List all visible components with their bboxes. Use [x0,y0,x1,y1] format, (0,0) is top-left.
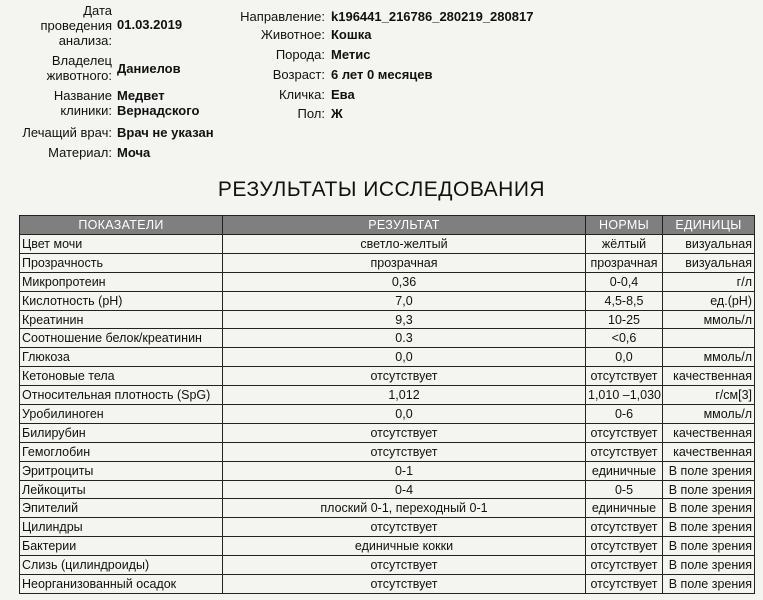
result-cell: отсутствует [223,575,586,594]
result-cell: 0-1 [223,461,586,480]
nickname-label: Кличка: [278,87,325,102]
material-value: Моча [117,145,151,160]
norm-cell: отсутствует [586,518,663,537]
norm-cell: 0-6 [586,405,663,424]
table-row [20,556,755,575]
breed-label: Порода: [275,47,325,62]
norm-cell: жёлтый [586,235,663,254]
table-row [20,348,755,367]
owner-value: Даниелов [117,61,181,76]
results-table [19,215,755,594]
clinic-label [20,88,112,118]
table-row [20,329,755,348]
unit-cell: качественная [663,442,755,461]
unit-cell: качественная [663,423,755,442]
page-title: РЕЗУЛЬТАТЫ ИССЛЕДОВАНИЯ [217,178,546,201]
table-row [20,291,755,310]
table-row [20,461,755,480]
unit-cell [663,329,755,348]
norm-cell: отсутствует [586,537,663,556]
indicator-cell: Слизь (цилиндроиды) [20,556,223,575]
norm-cell: 4,5-8,5 [586,291,663,310]
unit-cell: В поле зрения [663,537,755,556]
norm-cell: 10-25 [586,310,663,329]
age-label: Возраст: [272,67,325,82]
norm-cell: 0,0 [586,348,663,367]
table-row [20,310,755,329]
result-cell: отсутствует [223,367,586,386]
unit-cell: г/см[3] [663,386,755,405]
result-cell: 0,0 [223,405,586,424]
indicator-cell: Кетоновые тела [20,367,223,386]
result-cell: светло-желтый [223,235,586,254]
table-body [20,235,755,594]
table-row [20,499,755,518]
column-header-unit: ЕДИНИЦЫ [663,216,755,235]
table-row [20,386,755,405]
unit-cell: В поле зрения [663,518,755,537]
doctor-label: Лечащий врач: [22,125,112,140]
result-cell: плоский 0-1, переходный 0-1 [223,499,586,518]
norm-cell: единичные [586,461,663,480]
indicator-cell: Эпителий [20,499,223,518]
indicator-cell: Прозрачность [20,253,223,272]
date-label-line: Дата [83,3,112,18]
date-value: 01.03.2019 [117,17,183,32]
norm-cell: <0,6 [586,329,663,348]
norm-cell: отсутствует [586,575,663,594]
referral-value: k196441_216786_280219_280817 [331,9,534,24]
date-label-line: анализа: [58,33,112,48]
norm-cell: 0-0,4 [586,272,663,291]
result-cell: 0-4 [223,480,586,499]
result-cell: отсутствует [223,423,586,442]
unit-cell: В поле зрения [663,575,755,594]
result-cell: отсутствует [223,556,586,575]
unit-cell: В поле зрения [663,499,755,518]
indicator-cell: Эритроциты [20,461,223,480]
table-row [20,537,755,556]
result-cell: отсутствует [223,518,586,537]
unit-cell: В поле зрения [663,480,755,499]
result-cell: отсутствует [223,442,586,461]
clinic-label-line: Название [53,88,112,103]
result-cell: 0,0 [223,348,586,367]
sex-value: Ж [331,106,343,121]
date-label [20,3,112,48]
unit-cell: визуальная [663,253,755,272]
indicator-cell: Кислотность (pH) [20,291,223,310]
material-label: Материал: [48,145,112,160]
animal-label: Животное: [260,27,325,42]
indicator-cell: Цилиндры [20,518,223,537]
clinic-value-line: Медвет [117,88,165,103]
column-header-norm: НОРМЫ [586,216,663,235]
unit-cell: В поле зрения [663,556,755,575]
nickname-value: Ева [331,87,355,102]
unit-cell: визуальная [663,235,755,254]
referral-label: Направление: [240,9,325,24]
clinic-value-line: Вернадского [117,103,200,118]
owner-label [20,53,112,83]
indicator-cell: Лейкоциты [20,480,223,499]
unit-cell: качественная [663,367,755,386]
norm-cell: отсутствует [586,556,663,575]
indicator-cell: Креатинин [20,310,223,329]
date-label-line: проведения [40,18,112,33]
owner-label-line: Владелец [51,53,112,68]
sex-label: Пол: [297,106,325,121]
clinic-label-line: клиники: [60,103,112,118]
result-cell: 9,3 [223,310,586,329]
table-row [20,235,755,254]
table-row [20,575,755,594]
table-row [20,253,755,272]
table-header-row [20,216,755,235]
norm-cell: отсутствует [586,367,663,386]
norm-cell: прозрачная [586,253,663,272]
unit-cell: ммоль/л [663,348,755,367]
result-cell: 0.3 [223,329,586,348]
indicator-cell: Цвет мочи [20,235,223,254]
norm-cell: отсутствует [586,423,663,442]
indicator-cell: Уробилиноген [20,405,223,424]
unit-cell: ммоль/л [663,405,755,424]
norm-cell: отсутствует [586,442,663,461]
doctor-value: Врач не указан [117,125,214,140]
norm-cell: единичные [586,499,663,518]
column-header-indicator: ПОКАЗАТЕЛИ [20,216,223,235]
unit-cell: В поле зрения [663,461,755,480]
table-row [20,423,755,442]
clinic-value [117,88,199,118]
column-header-result: РЕЗУЛЬТАТ [223,216,586,235]
indicator-cell: Относительная плотность (SpG) [20,386,223,405]
indicator-cell: Гемоглобин [20,442,223,461]
age-value: 6 лет 0 месяцев [331,67,433,82]
indicator-cell: Глюкоза [20,348,223,367]
result-cell: 1,012 [223,386,586,405]
result-cell: 7,0 [223,291,586,310]
result-cell: 0,36 [223,272,586,291]
table-row [20,405,755,424]
breed-value: Метис [331,47,371,62]
indicator-cell: Бактерии [20,537,223,556]
table-row [20,442,755,461]
table-row [20,272,755,291]
indicator-cell: Неорганизованный осадок [20,575,223,594]
norm-cell: 0-5 [586,480,663,499]
norm-cell: 1,010 –1,030 [586,386,663,405]
table-row [20,518,755,537]
indicator-cell: Микропротеин [20,272,223,291]
result-cell: единичные кокки [223,537,586,556]
table-row [20,480,755,499]
unit-cell: г/л [663,272,755,291]
table-row [20,367,755,386]
unit-cell: ед.(pH) [663,291,755,310]
result-cell: прозрачная [223,253,586,272]
unit-cell: ммоль/л [663,310,755,329]
owner-label-line: животного: [46,68,112,83]
indicator-cell: Билирубин [20,423,223,442]
animal-value: Кошка [331,27,372,42]
indicator-cell: Соотношение белок/креатинин [20,329,223,348]
